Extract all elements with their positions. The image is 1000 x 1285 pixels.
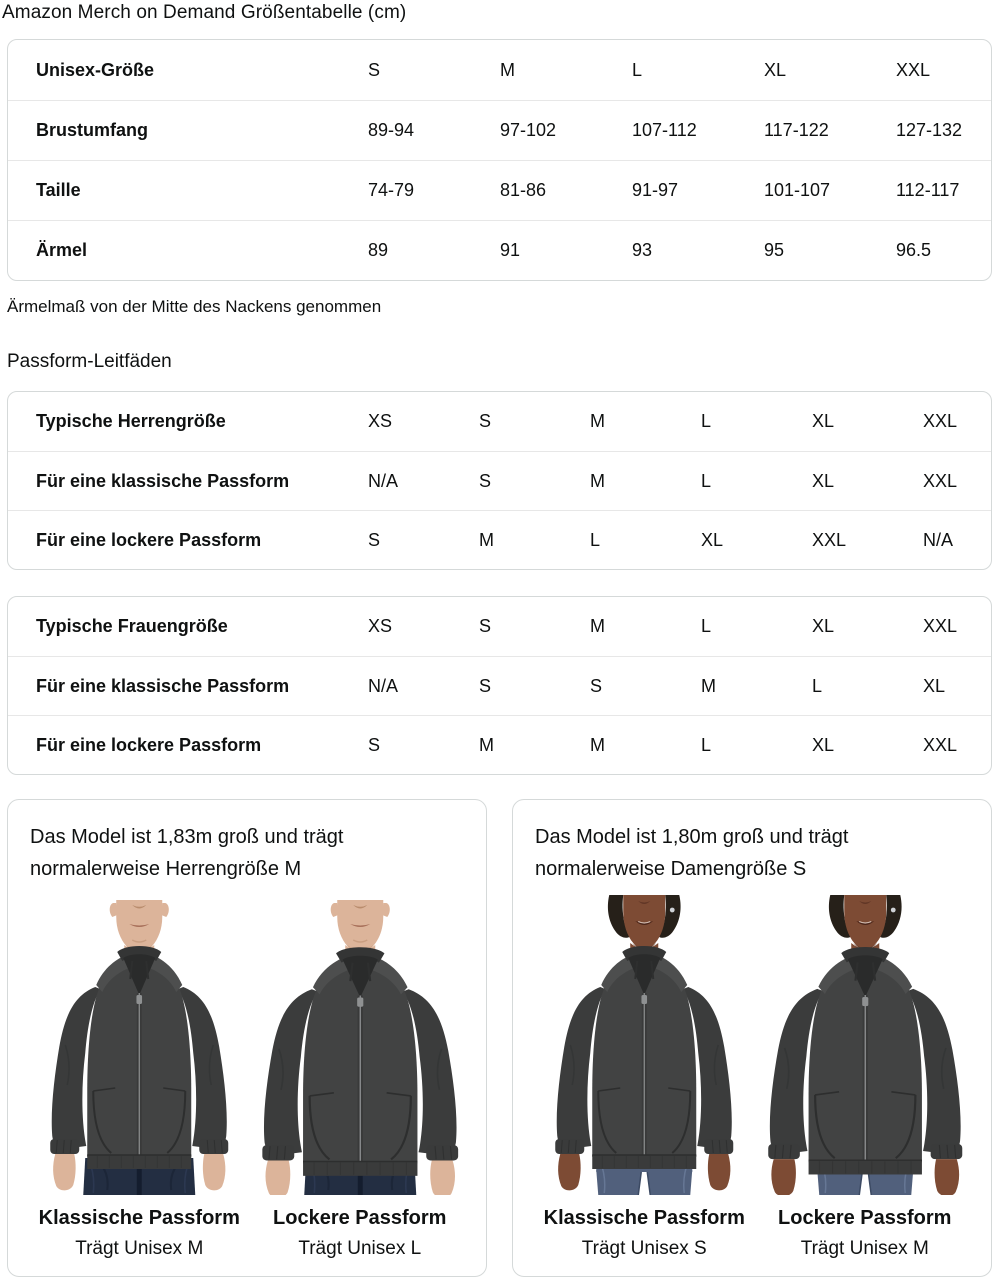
- size-cell: XXL: [923, 616, 958, 636]
- table-row: [8, 160, 991, 220]
- unisex-size-table: [7, 39, 992, 281]
- mens-fit-table: [7, 391, 992, 570]
- size-cell: M: [590, 411, 605, 431]
- wears-size-label: Trägt Unisex S: [581, 1238, 707, 1259]
- size-cell: 93: [632, 240, 653, 260]
- size-cell: N/A: [368, 470, 399, 491]
- size-cell: XL: [701, 529, 724, 550]
- model-description: Das Model ist 1,83m groß und trägt normalerweise Herrengröße M: [30, 826, 344, 880]
- size-cell: XXL: [923, 470, 958, 491]
- size-cell: L: [701, 411, 712, 431]
- size-cell: M: [500, 59, 515, 80]
- loose-fit-figure: [755, 895, 976, 1260]
- size-cell: 89: [368, 240, 389, 260]
- size-cell: M: [590, 734, 605, 755]
- size-cell: 91: [500, 240, 521, 260]
- wears-size-label: Trägt Unisex M: [800, 1238, 929, 1259]
- size-cell: 74-79: [368, 180, 415, 200]
- loose-fit-figure: [250, 895, 471, 1260]
- womens-fit-table: [7, 596, 992, 775]
- size-cell: 101-107: [764, 180, 831, 200]
- size-cell: L: [632, 59, 643, 80]
- row-label: Taille: [36, 180, 81, 200]
- size-cell: M: [479, 529, 494, 550]
- model-figures: [534, 895, 975, 1260]
- size-cell: S: [479, 411, 492, 431]
- row-label: Brustumfang: [36, 120, 148, 140]
- size-cell: 97-102: [500, 120, 557, 140]
- size-cell: XS: [368, 411, 393, 431]
- size-cell: S: [368, 59, 381, 80]
- size-cell: N/A: [368, 675, 399, 696]
- size-cell: M: [590, 470, 605, 491]
- table-row: [8, 597, 991, 656]
- table-row: [8, 100, 991, 160]
- fit-label: Klassische Passform: [38, 1207, 240, 1229]
- size-cell: L: [701, 470, 712, 491]
- size-cell: XXL: [896, 59, 931, 80]
- classic-fit-figure: [534, 895, 755, 1260]
- wears-size-label: Trägt Unisex M: [75, 1238, 204, 1259]
- male-model-loose-fit-photo: [250, 895, 471, 1195]
- fit-label: Lockere Passform: [273, 1207, 447, 1229]
- size-cell: S: [590, 675, 603, 696]
- size-cell: S: [368, 734, 381, 755]
- row-label: Typische Herrengröße: [36, 411, 226, 431]
- row-label: Für eine klassische Passform: [36, 675, 290, 696]
- row-label: Für eine lockere Passform: [36, 734, 262, 755]
- row-label: Typische Frauengröße: [36, 616, 228, 636]
- male-model-card: [7, 799, 487, 1277]
- size-cell: 117-122: [764, 120, 829, 140]
- classic-fit-figure: [29, 895, 250, 1260]
- row-label: Für eine klassische Passform: [36, 470, 290, 491]
- size-cell: 89-94: [368, 120, 415, 140]
- size-cell: N/A: [923, 529, 954, 550]
- table-row: [8, 656, 991, 715]
- size-cell: XL: [812, 470, 835, 491]
- fit-label: Klassische Passform: [543, 1207, 745, 1229]
- female-model-loose-fit-photo: [755, 895, 976, 1195]
- row-label: Unisex-Größe: [36, 59, 155, 80]
- size-cell: S: [479, 616, 492, 636]
- size-cell: XXL: [812, 529, 847, 550]
- size-cell: 81-86: [500, 180, 547, 200]
- row-label: Ärmel: [36, 240, 88, 260]
- fit-guides-heading: Passform-Leitfäden: [7, 351, 172, 372]
- size-cell: 127-132: [896, 120, 963, 140]
- model-cards: [7, 799, 992, 1277]
- size-cell: L: [590, 529, 601, 550]
- table-row: [8, 510, 991, 569]
- size-cell: 95: [764, 240, 785, 260]
- size-cell: S: [479, 675, 492, 696]
- size-cell: 112-117: [896, 180, 960, 200]
- size-cell: XL: [923, 675, 946, 696]
- size-cell: XL: [812, 411, 835, 431]
- size-cell: S: [479, 470, 492, 491]
- size-cell: L: [701, 616, 712, 636]
- table-row: [8, 392, 991, 451]
- female-model-card: [512, 799, 992, 1277]
- sleeve-measure-footnote: Ärmelmaß von der Mitte des Nackens genommen: [7, 297, 382, 316]
- size-cell: XL: [764, 59, 787, 80]
- size-cell: M: [701, 675, 716, 696]
- page-title: Amazon Merch on Demand Größentabelle (cm): [2, 2, 407, 23]
- table-row: [8, 220, 991, 280]
- female-model-classic-fit-photo: [534, 895, 755, 1195]
- size-cell: S: [368, 529, 381, 550]
- size-cell: XXL: [923, 411, 958, 431]
- table-row: [8, 715, 991, 774]
- size-cell: 96.5: [896, 240, 932, 260]
- model-description: Das Model ist 1,80m groß und trägt normalerweise Damengröße S: [535, 826, 849, 880]
- table-row: [8, 451, 991, 510]
- male-model-classic-fit-photo: [29, 895, 250, 1195]
- size-cell: XL: [812, 734, 835, 755]
- table-row: [8, 40, 991, 100]
- size-cell: L: [701, 734, 712, 755]
- model-figures: [29, 895, 470, 1260]
- size-cell: XL: [812, 616, 835, 636]
- fit-label: Lockere Passform: [778, 1207, 952, 1229]
- wears-size-label: Trägt Unisex L: [298, 1238, 422, 1259]
- size-cell: M: [479, 734, 494, 755]
- size-cell: M: [590, 616, 605, 636]
- size-cell: XS: [368, 616, 393, 636]
- size-cell: L: [812, 675, 823, 696]
- size-cell: 91-97: [632, 180, 679, 200]
- size-cell: 107-112: [632, 120, 697, 140]
- row-label: Für eine lockere Passform: [36, 529, 262, 550]
- size-cell: XXL: [923, 734, 958, 755]
